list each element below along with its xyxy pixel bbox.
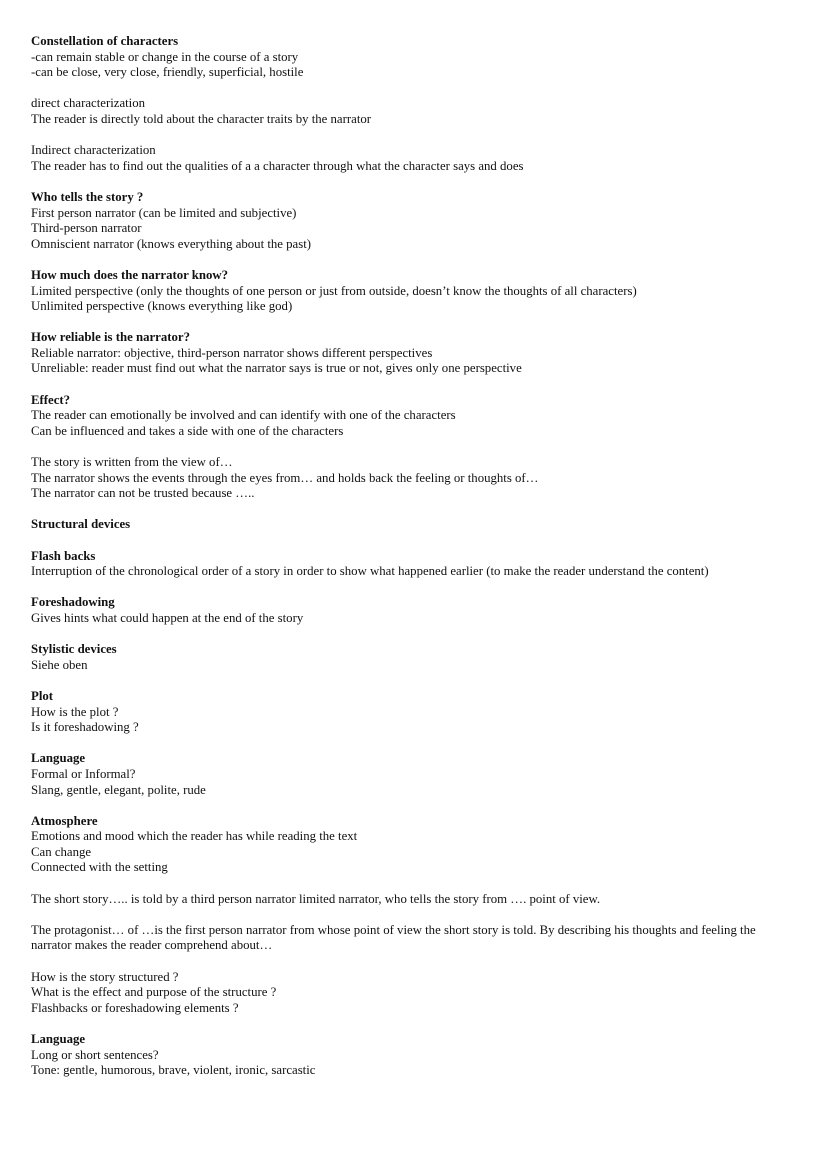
section-heading: Effect? [31, 392, 71, 407]
section-heading: Atmosphere [31, 813, 98, 828]
note-section [31, 892, 771, 908]
section-line: Connected with the setting [31, 860, 168, 875]
note-section [31, 689, 771, 736]
section-line: Formal or Informal? [31, 766, 136, 781]
note-section [31, 190, 771, 252]
section-line: Unlimited perspective (knows everything like god) [31, 299, 293, 314]
section-heading: How much does the narrator know? [31, 267, 229, 282]
section-line: Can change [31, 844, 92, 859]
section-heading: Flash backs [31, 548, 96, 563]
section-line: Reliable narrator: objective, third-person narrator shows different perspectives [31, 345, 433, 360]
note-section [31, 751, 771, 798]
section-line: What is the effect and purpose of the structure ? [31, 985, 277, 1000]
section-line: Siehe oben [31, 657, 88, 672]
section-line: Is it foreshadowing ? [31, 720, 139, 735]
note-section [31, 517, 771, 533]
section-line: The reader has to find out the qualities of a a character through what the character says and does [31, 158, 524, 173]
note-section [31, 1032, 771, 1079]
section-line: The protagonist… of …is the first person narrator from whose point of view the short story is told. By describing his thoughts and feeling the narrator makes the reader comprehend about… [31, 922, 756, 953]
note-section [31, 268, 771, 315]
section-line: How is the story structured ? [31, 969, 179, 984]
section-heading: Stylistic devices [31, 642, 117, 657]
note-section [31, 814, 771, 876]
section-line: Emotions and mood which the reader has while reading the text [31, 829, 358, 844]
note-section [31, 393, 771, 440]
section-line: direct characterization [31, 96, 146, 111]
section-line: The short story….. is told by a third person narrator limited narrator, who tells the story from …. point of view. [31, 891, 601, 906]
note-section [31, 143, 771, 174]
document-body [31, 34, 771, 1094]
note-section [31, 642, 771, 673]
section-heading: Structural devices [31, 517, 131, 532]
section-line: The narrator can not be trusted because ….. [31, 486, 255, 501]
note-section [31, 96, 771, 127]
note-section [31, 34, 771, 81]
section-line: Tone: gentle, humorous, brave, violent, ironic, sarcastic [31, 1063, 316, 1078]
section-heading: Foreshadowing [31, 595, 115, 610]
section-heading: Language [31, 751, 86, 766]
section-heading: Who tells the story ? [31, 189, 144, 204]
section-line: Slang, gentle, elegant, polite, rude [31, 782, 206, 797]
section-line: -can remain stable or change in the course of a story [31, 49, 299, 64]
note-section [31, 595, 771, 626]
section-line: How is the plot ? [31, 704, 119, 719]
section-line: Unreliable: reader must find out what the narrator says is true or not, gives only one perspective [31, 361, 522, 376]
section-heading: Plot [31, 688, 54, 703]
section-line: Can be influenced and takes a side with one of the characters [31, 423, 344, 438]
note-section [31, 970, 771, 1017]
section-line: -can be close, very close, friendly, superficial, hostile [31, 65, 304, 80]
section-line: Long or short sentences? [31, 1047, 159, 1062]
note-section [31, 455, 771, 502]
section-heading: Language [31, 1032, 86, 1046]
section-line: First person narrator (can be limited and subjective) [31, 205, 297, 220]
section-line: Indirect characterization [31, 143, 156, 158]
section-line: The narrator shows the events through the eyes from… and holds back the feeling or thoughts of… [31, 470, 539, 485]
section-heading: How reliable is the narrator? [31, 330, 190, 345]
section-line: Flashbacks or foreshadowing elements ? [31, 1000, 239, 1015]
section-line: The reader can emotionally be involved and can identify with one of the characters [31, 408, 456, 423]
section-line: Limited perspective (only the thoughts of one person or just from outside, doesn’t know the thoughts of all characters) [31, 283, 637, 298]
note-section [31, 330, 771, 377]
section-line: The reader is directly told about the character traits by the narrator [31, 111, 372, 126]
section-line: Interruption of the chronological order of a story in order to show what happened earlier (to make the reader understand the content) [31, 564, 709, 579]
section-line: The story is written from the view of… [31, 455, 233, 470]
note-section [31, 549, 771, 580]
note-section [31, 923, 771, 954]
section-heading: Constellation of characters [31, 34, 179, 48]
section-line: Gives hints what could happen at the end of the story [31, 610, 304, 625]
section-line: Omniscient narrator (knows everything about the past) [31, 236, 312, 251]
section-line: Third-person narrator [31, 221, 142, 236]
